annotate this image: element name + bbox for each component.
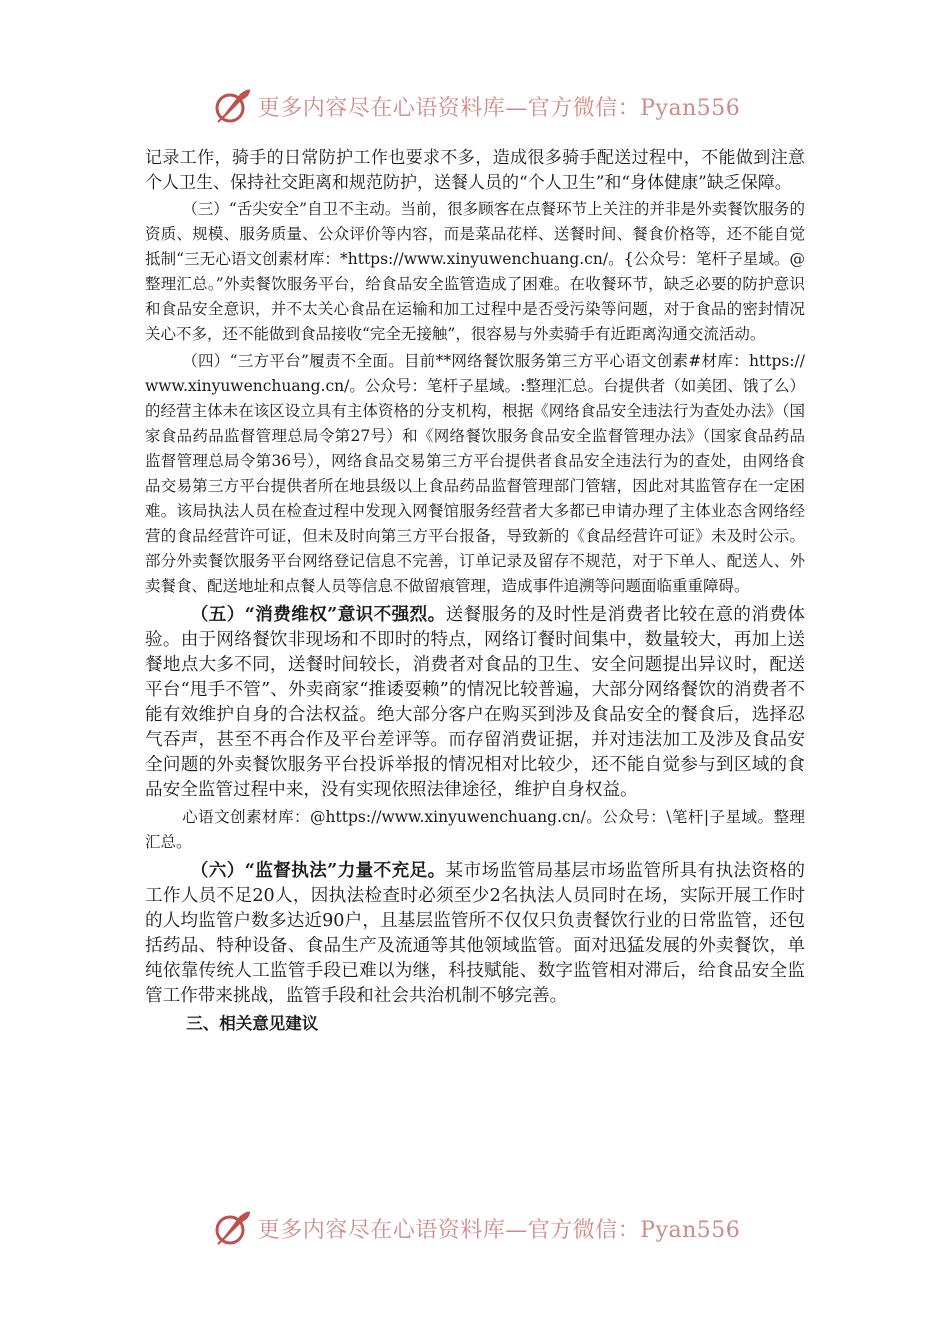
quill-logo-icon [210,1206,254,1250]
paragraph-watermark-note: 心语文创素材库：@https://www.xinyuwenchuang.cn/。公众号：\笔杆|子星域。整理汇总。 [145,807,805,851]
header-banner [0,82,950,130]
paragraph-section-4: （四）“三方平台”履责不全面。目前**网络餐饮服务第三方平心语文创素#材库：https://www.xinyuwenchuang.cn/。公众号：笔杆子星域。:整理汇总。台提供者（如美团、饿了么）的经营主体未在该区设立具有主体资格的分支机构，根据《网络食品安全违法行为查处办法》（国家食品药品监督管理总局令第27号）和《网络餐饮服务食品安全监督管理办法》（国家食品药品监督管理总局令第36号），网络食品交易第三方平台提供者食品安全违法行为的查处，由网络食品交易第三方平台提供者所在地县级以上食品药品监督管理部门管辖，因此对其监管存在一定困难。该局执法人员在检查过程中发现入网餐馆服务经营者大多都已申请办理了主体业态含网络经营的食品经营许可证，但未及时向第三方平台报备，导致新的《食品经营许可证》未及时公示。部分外卖餐饮服务平台网络登记信息不完善，订单记录及留存不规范，对于下单人、配送人、外卖餐食、配送地址和点餐人员等信息不做留痕管理，造成事件追溯等问题面临重重障碍。 [145,351,805,596]
paragraph-section-5 [145,602,805,803]
section-5-text: 送餐服务的及时性是消费者比较在意的消费体验。由于网络餐饮非现场和不即时的特点，网络订餐时间集中，数量较大，再加上送餐地点大多不同，送餐时间较长，消费者对食品的卫生、安全问题提出异议时，配送平台“甩手不管”、外卖商家“推诿耍赖”的情况比较普遍，大部分网络餐饮的消费者不能有效维护自身的合法权益。绝大部分客户在购买到涉及食品安全的餐食后，选择忍气吞声，甚至不再合作及平台差评等。而存留消费证据，并对违法加工及涉及食品安全问题的外卖餐饮服务平台投诉举报的情况相对比较少，还不能自觉参与到区域的食品安全监管过程中来，没有实现依照法律途径，维护自身权益。 [145,604,805,800]
footer-banner [0,1204,950,1252]
section-3-heading: 三、相关意见建议 [186,1013,319,1033]
paragraph-section-3: （三）“舌尖安全”自卫不主动。当前，很多顾客在点餐环节上关注的并非是外卖餐饮服务的资质、规模、服务质量、公众评价等内容，而是菜品花样、送餐时间、餐食价格等，还不能自觉抵制“三无心语文创素材库：*https://www.xinyuwenchuang.cn/。{公众号：笔杆子星域。@整理汇总。”外卖餐饮服务平台，给食品安全监管造成了困难。在收餐环节，缺乏必要的防护意识和食品安全意识，并不太关心食品在运输和加工过程中是否受污染等问题，对于食品的密封情况关心不多，还不能做到食品接收“完全无接触”，很容易与外卖骑手有近距离沟通交流活动。 [145,200,805,344]
paragraph-continuation: 记录工作，骑手的日常防护工作也要求不多，造成很多骑手配送过程中，不能做到注意个人卫生、保持社交距离和规范防护，送餐人员的“个人卫生”和“身体健康”缺乏保障。 [145,148,805,193]
section-5-heading: （五）“消费维权”意识不强烈。 [190,603,446,625]
section-6-text: 某市场监管局基层市场监管所具有执法资格的工作人员不足20人，因执法检查时必须至少2名执法人员同时在场，实际开展工作时的人均监管户数多达近90户，且基层监管所不仅仅只负责餐饮行业的日常监管，还包括药品、特种设备、食品生产及流通等其他领域监管。面对迅猛发展的外卖餐饮，单纯依靠传统人工监管手段已难以为继，科技赋能、数字监管相对滞后，给食品安全监管工作带来挑战，监管手段和社会共治机制不够完善。 [145,860,805,1006]
paragraph-section-6 [145,858,805,1009]
document-body [145,146,805,1037]
section-6-heading: （六）“监督执法”力量不充足。 [190,859,446,881]
quill-logo-icon [210,84,254,128]
footer-banner-text: 更多内容尽在心语资料库—官方微信：Pyan556 [257,1217,741,1243]
header-banner-text: 更多内容尽在心语资料库—官方微信：Pyan556 [257,95,741,121]
